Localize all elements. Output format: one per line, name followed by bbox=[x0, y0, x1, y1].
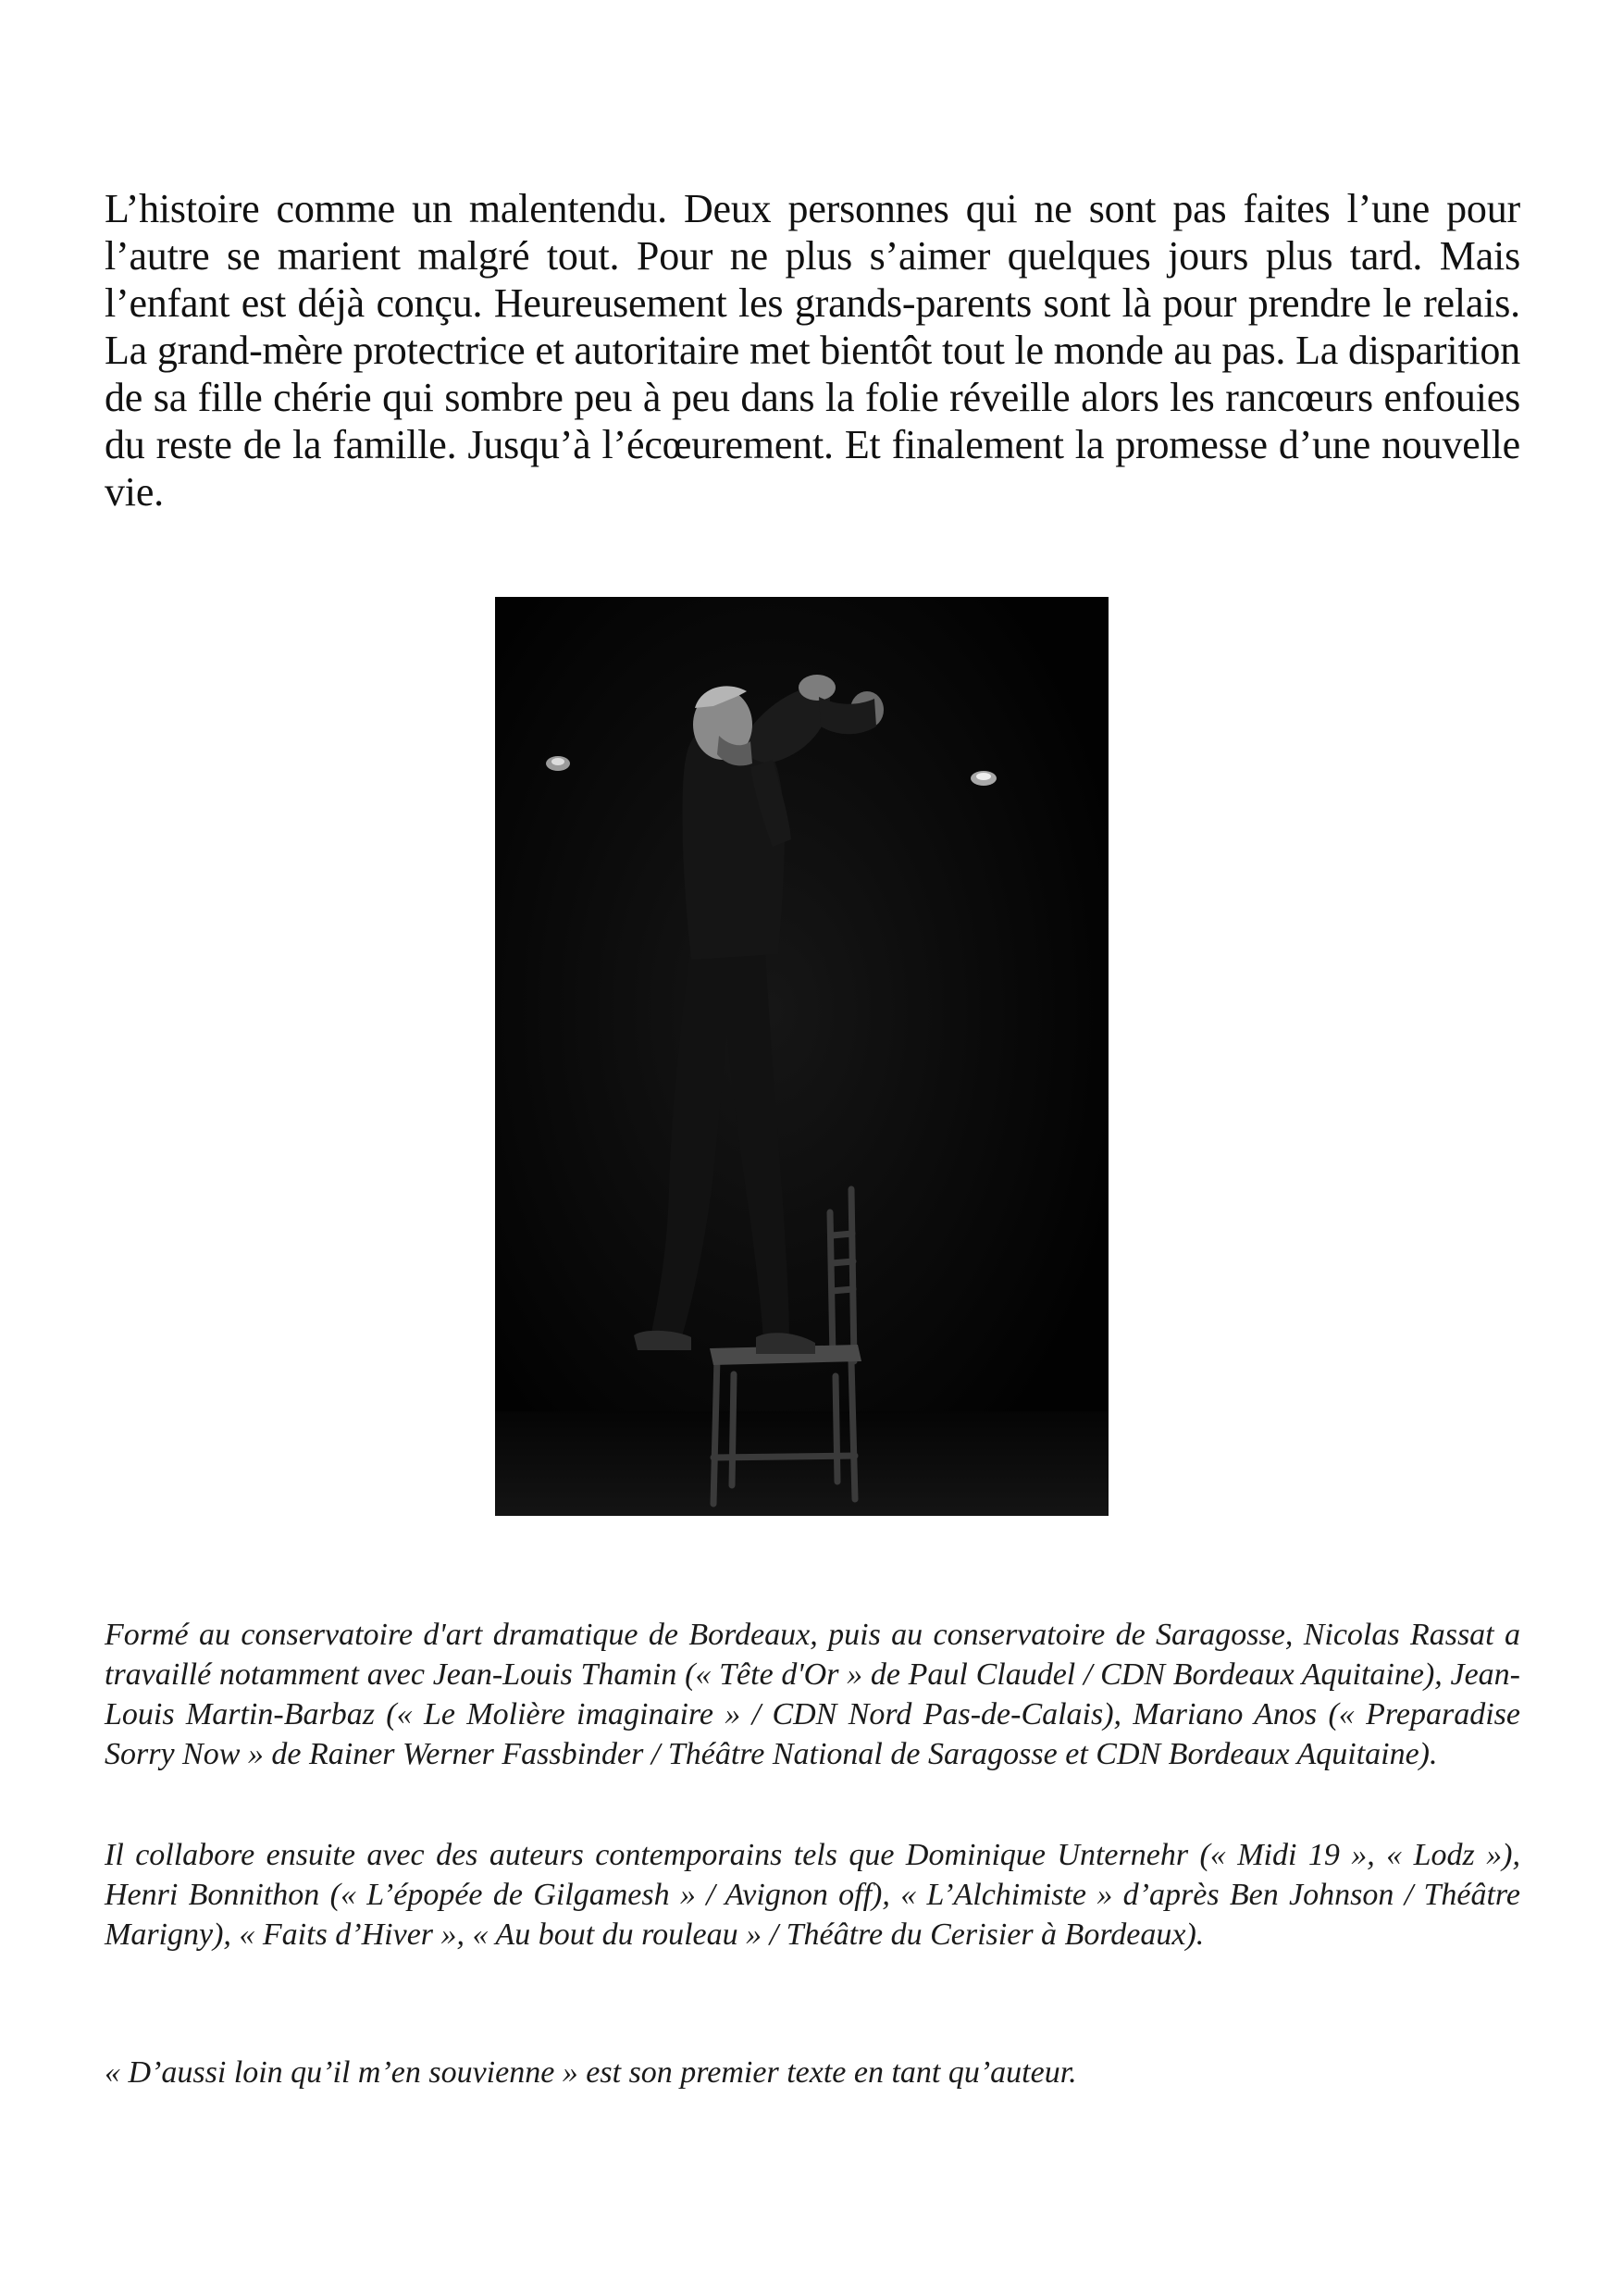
stage-light-right-glow bbox=[976, 773, 991, 780]
bio-paragraph-3: « D’aussi loin qu’il m’en souvienne » est son premier texte en tant qu’auteur. bbox=[105, 2055, 1077, 2090]
bio-paragraph-2: Il collabore ensuite avec des auteurs contemporains tels que Dominique Unternehr (« Midi 19 », « Lodz »), Henri Bonnithon (« L’épopée de Gilgamesh » / Avignon off), « L’Alchimiste » d’après Ben Johnson / Théâtre Marigny), « Faits d’Hiver », « Au bout du rouleau » / Théâtre du Cerisier à Bordeaux). bbox=[105, 1838, 1520, 1952]
bio-paragraph-1: Formé au conservatoire d'art dramatique de Bordeaux, puis au conservatoire de Saragosse, Nicolas Rassat a travaillé notamment avec Jean-Louis Thamin (« Tête d'Or » de Paul Claudel / CDN Bordeaux Aquitaine), Jean-Louis Martin-Barbaz (« Le Molière imaginaire » / CDN Nord Pas-de-Calais), Mariano Anos (« Preparadise Sorry Now » de Rainer Werner Fassbinder / Théâtre National de Saragosse et CDN Bordeaux Aquitaine). bbox=[105, 1618, 1520, 1771]
intro-paragraph: L’histoire comme un malentendu. Deux personnes qui ne sont pas faites l’une pour l’autre se marient malgré tout. Pour ne plus s’aimer quelques jours plus tard. Mais l’enfant est déjà conçu. Heureusement les grands-parents sont là pour prendre le relais. La grand-mère protectrice et autoritaire met bientôt tout le monde au pas. La disparition de sa fille chérie qui sombre peu à peu dans la folie réveille alors les rancœurs enfouies du reste de la famille. Jusqu’à l’écœurement. Et finalement la promesse d’une nouvelle vie. bbox=[105, 186, 1520, 515]
stage-photo-man-on-chair-icon bbox=[495, 597, 1109, 1516]
stage-light-left-glow bbox=[551, 758, 564, 765]
stage-photo bbox=[495, 597, 1109, 1516]
stage-floor bbox=[495, 1411, 1109, 1516]
